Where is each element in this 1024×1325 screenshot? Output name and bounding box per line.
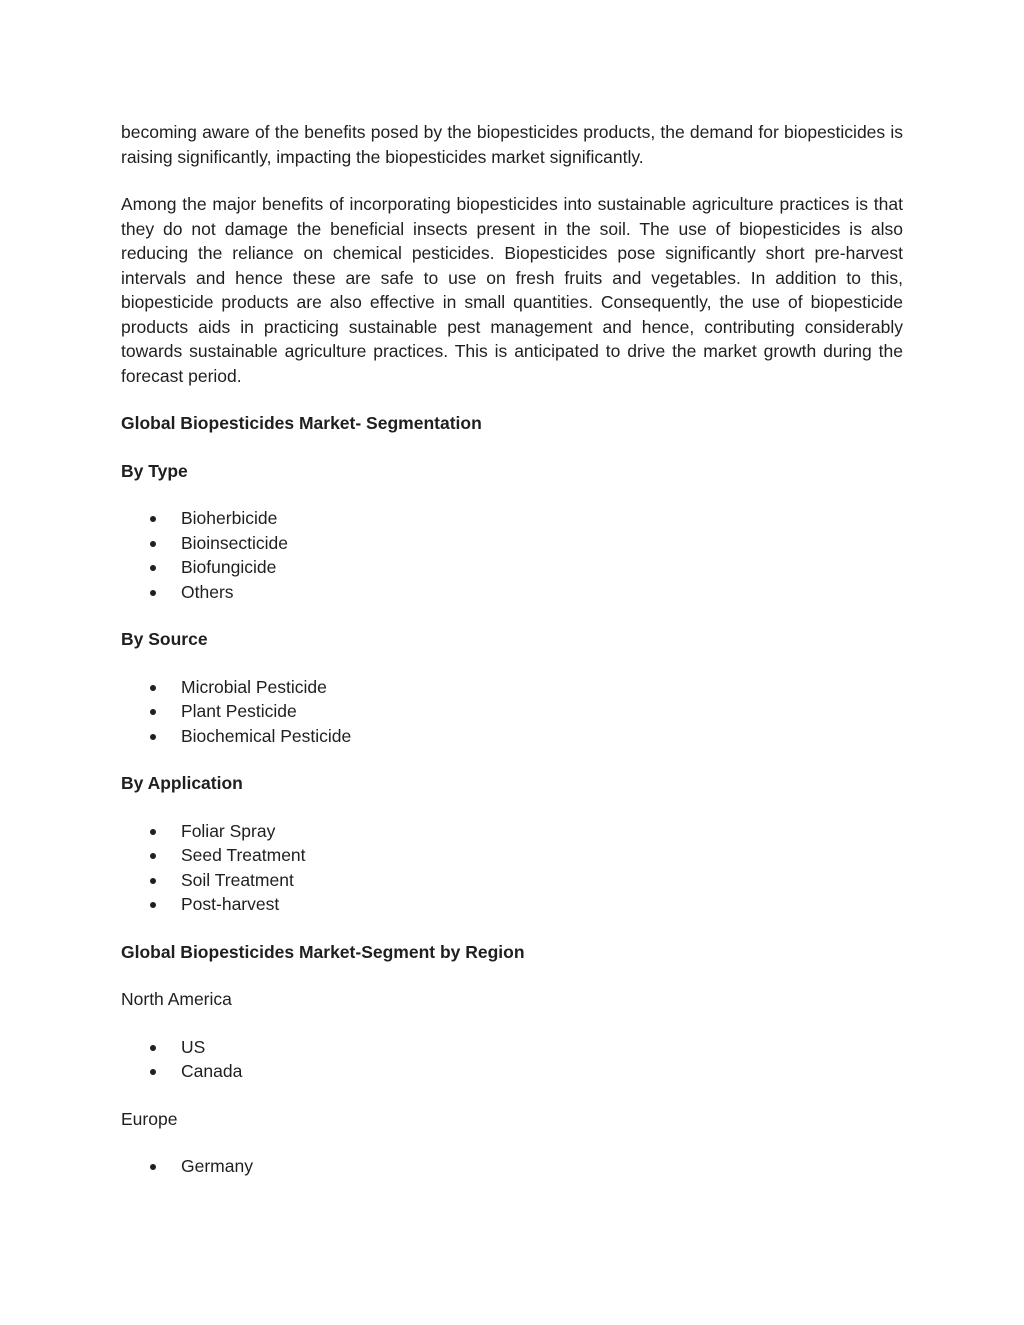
list-item	[121, 555, 903, 580]
by-type-heading: By Type	[121, 460, 188, 481]
bullet-icon	[150, 516, 156, 522]
europe-label: Europe	[121, 1108, 178, 1129]
bullet-icon	[150, 685, 156, 691]
by-application-heading: By Application	[121, 773, 243, 793]
list-item	[121, 1059, 903, 1084]
list-item-label: Seed Treatment	[181, 845, 306, 865]
bullet-icon	[150, 853, 156, 859]
list-item-label: Germany	[181, 1156, 253, 1176]
region-heading: Global Biopesticides Market-Segment by Region	[121, 941, 525, 962]
bullet-icon	[150, 1045, 156, 1051]
list-item-label: Foliar Spray	[181, 820, 276, 841]
list-item	[121, 675, 903, 700]
bullet-icon	[150, 902, 156, 908]
list-item-label: Biofungicide	[181, 557, 277, 577]
list-item	[121, 506, 903, 531]
bullet-icon	[150, 1164, 156, 1170]
bullet-icon	[150, 590, 156, 596]
bullet-icon	[150, 878, 156, 884]
list-item	[121, 819, 903, 844]
by-source-heading: By Source	[121, 629, 208, 649]
by-application-list	[121, 819, 903, 917]
list-item-label: Bioherbicide	[181, 508, 278, 528]
list-item	[121, 892, 903, 917]
by-type-list	[121, 506, 903, 604]
list-item	[121, 843, 903, 868]
document-page	[121, 120, 903, 1202]
list-item-label: Soil Treatment	[181, 869, 294, 890]
intro-paragraph: becoming aware of the benefits posed by the biopesticides products, the demand for biopesticides is raising significantly, impacting the biopesticides market significantly.	[121, 122, 903, 167]
list-item-label: Plant Pesticide	[181, 701, 297, 721]
bullet-icon	[150, 829, 156, 835]
benefits-paragraph: Among the major benefits of incorporating biopesticides into sustainable agriculture practices is that they do not damage the beneficial insects present in the soil. The use of biopesticides is also reducing the reliance on chemical pesticides. Biopesticides pose significantly short pre-harvest intervals and hence these are safe to use on fresh fruits and vegetables. In addition to this, biopesticide products are also effective in small quantities. Consequently, the use of biopesticide products aids in practicing sustainable pest management and hence, contributing considerably towards sustainable agriculture practices. This is anticipated to drive the market growth during the forecast period.	[121, 194, 903, 386]
list-item-label: Canada	[181, 1061, 243, 1081]
list-item-label: Post-harvest	[181, 894, 280, 914]
list-item-label: Others	[181, 581, 234, 602]
europe-list	[121, 1154, 903, 1179]
list-item	[121, 699, 903, 724]
list-item-label: Bioinsecticide	[181, 532, 288, 553]
list-item	[121, 868, 903, 893]
north-america-list	[121, 1035, 903, 1084]
list-item	[121, 724, 903, 749]
list-item-label: Microbial Pesticide	[181, 676, 327, 697]
bullet-icon	[150, 1069, 156, 1075]
list-item	[121, 1035, 903, 1060]
list-item-label: US	[181, 1036, 206, 1057]
list-item-label: Biochemical Pesticide	[181, 725, 352, 746]
bullet-icon	[150, 565, 156, 571]
list-item	[121, 580, 903, 605]
bullet-icon	[150, 709, 156, 715]
by-source-list	[121, 675, 903, 749]
north-america-label: North America	[121, 989, 232, 1009]
list-item	[121, 1154, 903, 1179]
segmentation-heading: Global Biopesticides Market- Segmentation	[121, 413, 482, 433]
list-item	[121, 531, 903, 556]
bullet-icon	[150, 541, 156, 547]
bullet-icon	[150, 734, 156, 740]
